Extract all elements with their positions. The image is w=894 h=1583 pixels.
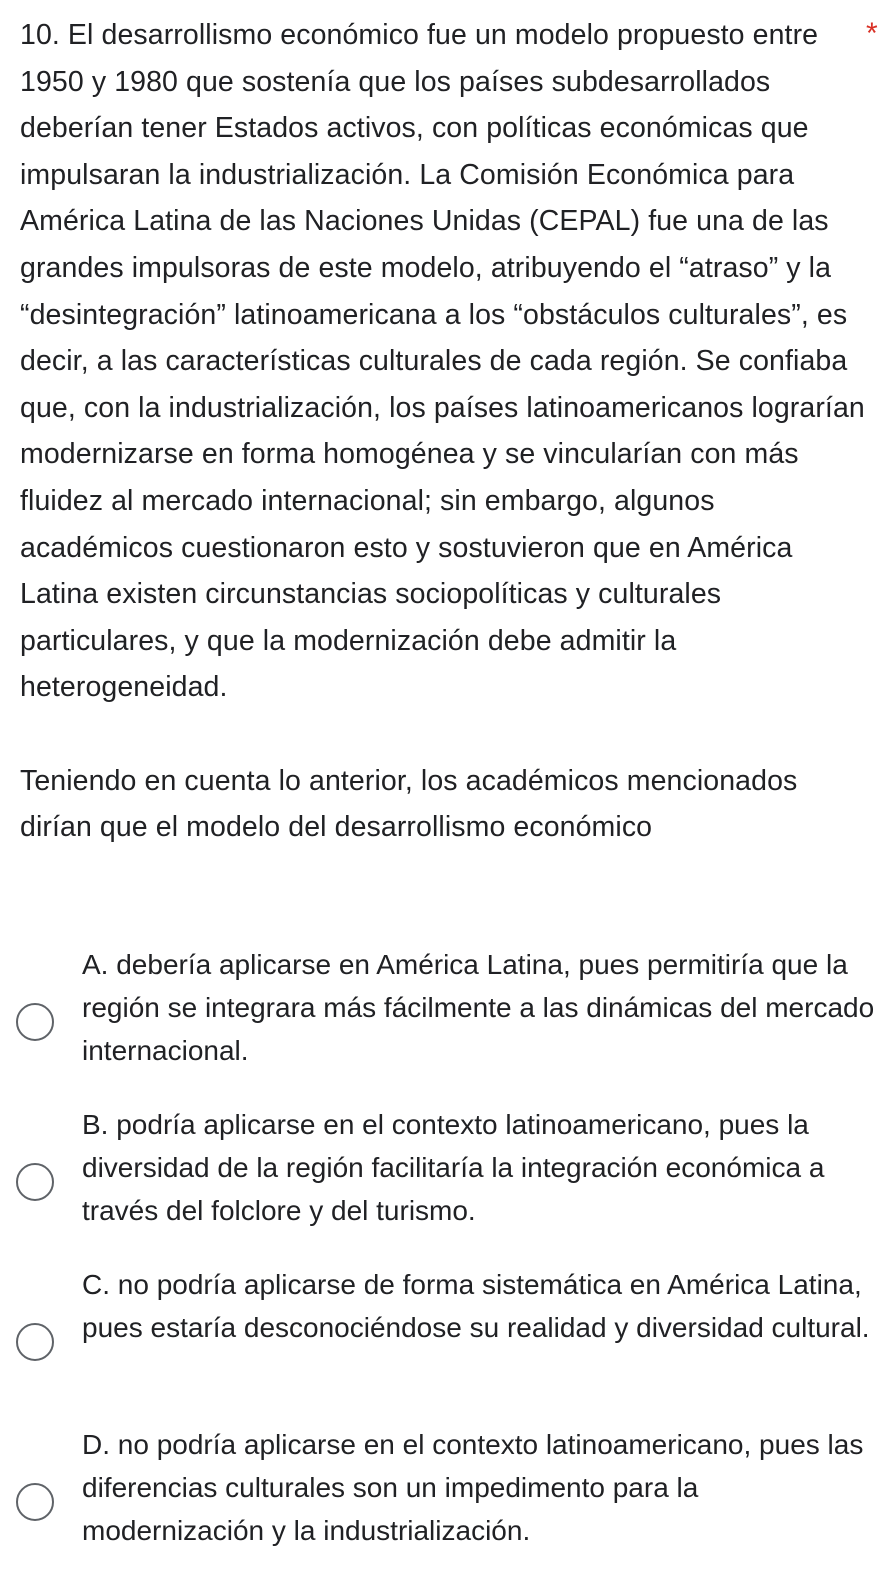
option-c[interactable] xyxy=(0,1263,894,1423)
option-b-label[interactable]: B. podría aplicarse en el contexto latinoamericano, pues la diversidad de la región facilitaría la integración económica a través del folclore y del turismo. xyxy=(82,1109,825,1226)
option-d-label[interactable]: D. no podría aplicarse en el contexto latinoamericano, pues las diferencias culturales son un impedimento para la modernización y la industrialización. xyxy=(82,1429,864,1546)
radio-unselected-icon[interactable] xyxy=(16,1323,54,1361)
question-text xyxy=(20,12,868,851)
option-a-label[interactable]: A. debería aplicarse en América Latina, pues permitiría que la región se integrara más fácilmente a las dinámicas del mercado internacional. xyxy=(82,949,875,1066)
required-asterisk: * xyxy=(866,17,878,50)
option-b[interactable] xyxy=(0,1103,894,1263)
paragraph-spacer xyxy=(20,711,868,758)
radio-unselected-icon[interactable] xyxy=(16,1163,54,1201)
question-paragraph-prompt: Teniendo en cuenta lo anterior, los académicos mencionados dirían que el modelo del desarrollismo económico xyxy=(20,764,798,844)
option-d[interactable] xyxy=(0,1423,894,1583)
radio-unselected-icon[interactable] xyxy=(16,1483,54,1521)
answer-options xyxy=(0,943,894,1583)
question-paragraph-context: 10. El desarrollismo económico fue un modelo propuesto entre 1950 y 1980 que sostenía que los países subdesarrollados deberían tener Estados activos, con políticas económicas que impulsaran la industrialización. La Comisión Económica para América Latina de las Naciones Unidas (CEPAL) fue una de las grandes impulsoras de este modelo, atribuyendo el “atraso” y la “desintegración” latinoamericana a los “obstáculos culturales”, es decir, a las características culturales de cada región. Se confiaba que, con la industrialización, los países latinoamericanos lograrían modernizarse en forma homogénea y se vincularían con más fluidez al mercado internacional; sin embargo, algunos académicos cuestionaron esto y sostuvieron que en América Latina existen circunstancias sociopolíticas y culturales particulares, y que la modernización debe admitir la heterogeneidad. xyxy=(20,19,865,704)
option-a[interactable] xyxy=(0,943,894,1103)
radio-unselected-icon[interactable] xyxy=(16,1003,54,1041)
option-c-label[interactable]: C. no podría aplicarse de forma sistemática en América Latina, pues estaría desconociéndose su realidad y diversidad cultural. xyxy=(82,1269,870,1343)
